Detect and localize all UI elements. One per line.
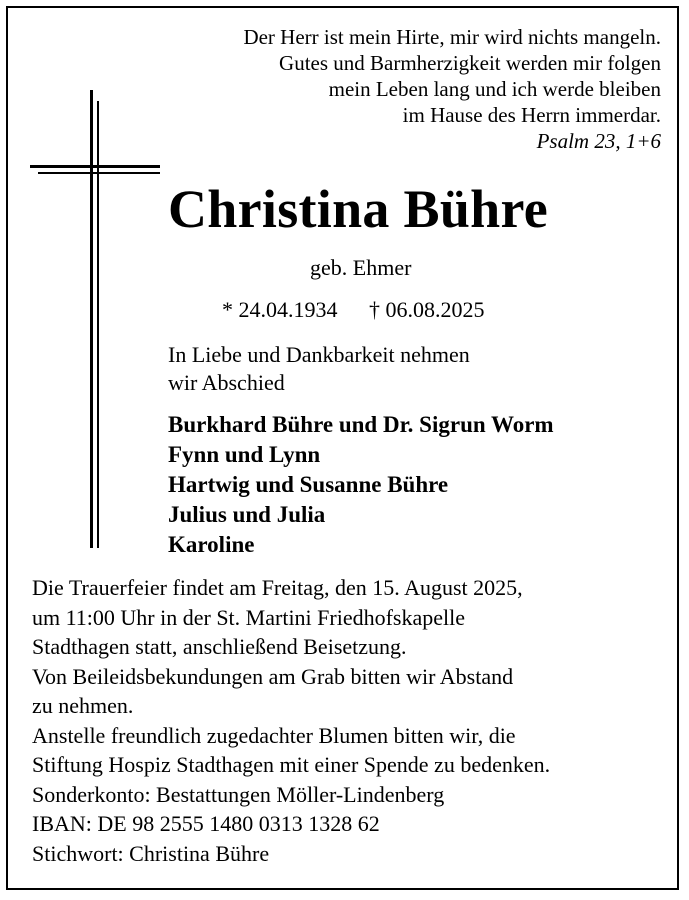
farewell-line: In Liebe und Dankbarkeit nehmen <box>168 342 470 367</box>
info-line: Sonderkonto: Bestattungen Möller-Lindenberg <box>32 781 445 807</box>
death-date: † 06.08.2025 <box>369 297 485 322</box>
info-line: Die Trauerfeier findet am Freitag, den 15. August 2025, <box>32 575 523 600</box>
mourner: Karoline <box>168 532 255 557</box>
psalm-line: im Hause des Herrn immerdar. <box>402 103 661 127</box>
mourner: Hartwig und Susanne Bühre <box>168 472 449 497</box>
funeral-info <box>32 573 550 868</box>
info-line: Anstelle freundlich zugedachter Blumen bitten wir, die <box>32 722 516 748</box>
mourners-list <box>168 410 554 560</box>
mourner: Fynn und Lynn <box>168 442 321 467</box>
psalm-reference: Psalm 23, 1+6 <box>536 129 661 153</box>
life-dates <box>222 297 485 323</box>
psalm-line: mein Leben lang und ich werde bleiben <box>328 77 661 101</box>
info-line: Stiftung Hospiz Stadthagen mit einer Spende zu bedenken. <box>32 752 551 777</box>
info-line: um 11:00 Uhr in der St. Martini Friedhofskapelle <box>32 604 466 630</box>
farewell-line: wir Abschied <box>168 370 285 395</box>
birth-date: * 24.04.1934 <box>222 297 338 322</box>
info-line: Stadthagen statt, anschließend Beisetzung. <box>32 634 407 659</box>
mourner: Julius und Julia <box>168 502 326 527</box>
farewell-text <box>168 341 470 397</box>
info-line: Stichwort: Christina Bühre <box>32 840 270 866</box>
info-line: IBAN: DE 98 2555 1480 0313 1328 62 <box>32 811 380 836</box>
mourner: Burkhard Bühre und Dr. Sigrun Worm <box>168 412 554 437</box>
info-line: Von Beileidsbekundungen am Grab bitten wir Abstand <box>32 663 514 689</box>
deceased-name: Christina Bühre <box>168 179 549 239</box>
maiden-name: geb. Ehmer <box>310 255 412 280</box>
info-line: zu nehmen. <box>32 693 134 718</box>
psalm-line: Der Herr ist mein Hirte, mir wird nichts mangeln. <box>243 25 661 49</box>
psalm-quote <box>243 24 661 154</box>
psalm-line: Gutes und Barmherzigkeit werden mir folgen <box>279 51 661 75</box>
